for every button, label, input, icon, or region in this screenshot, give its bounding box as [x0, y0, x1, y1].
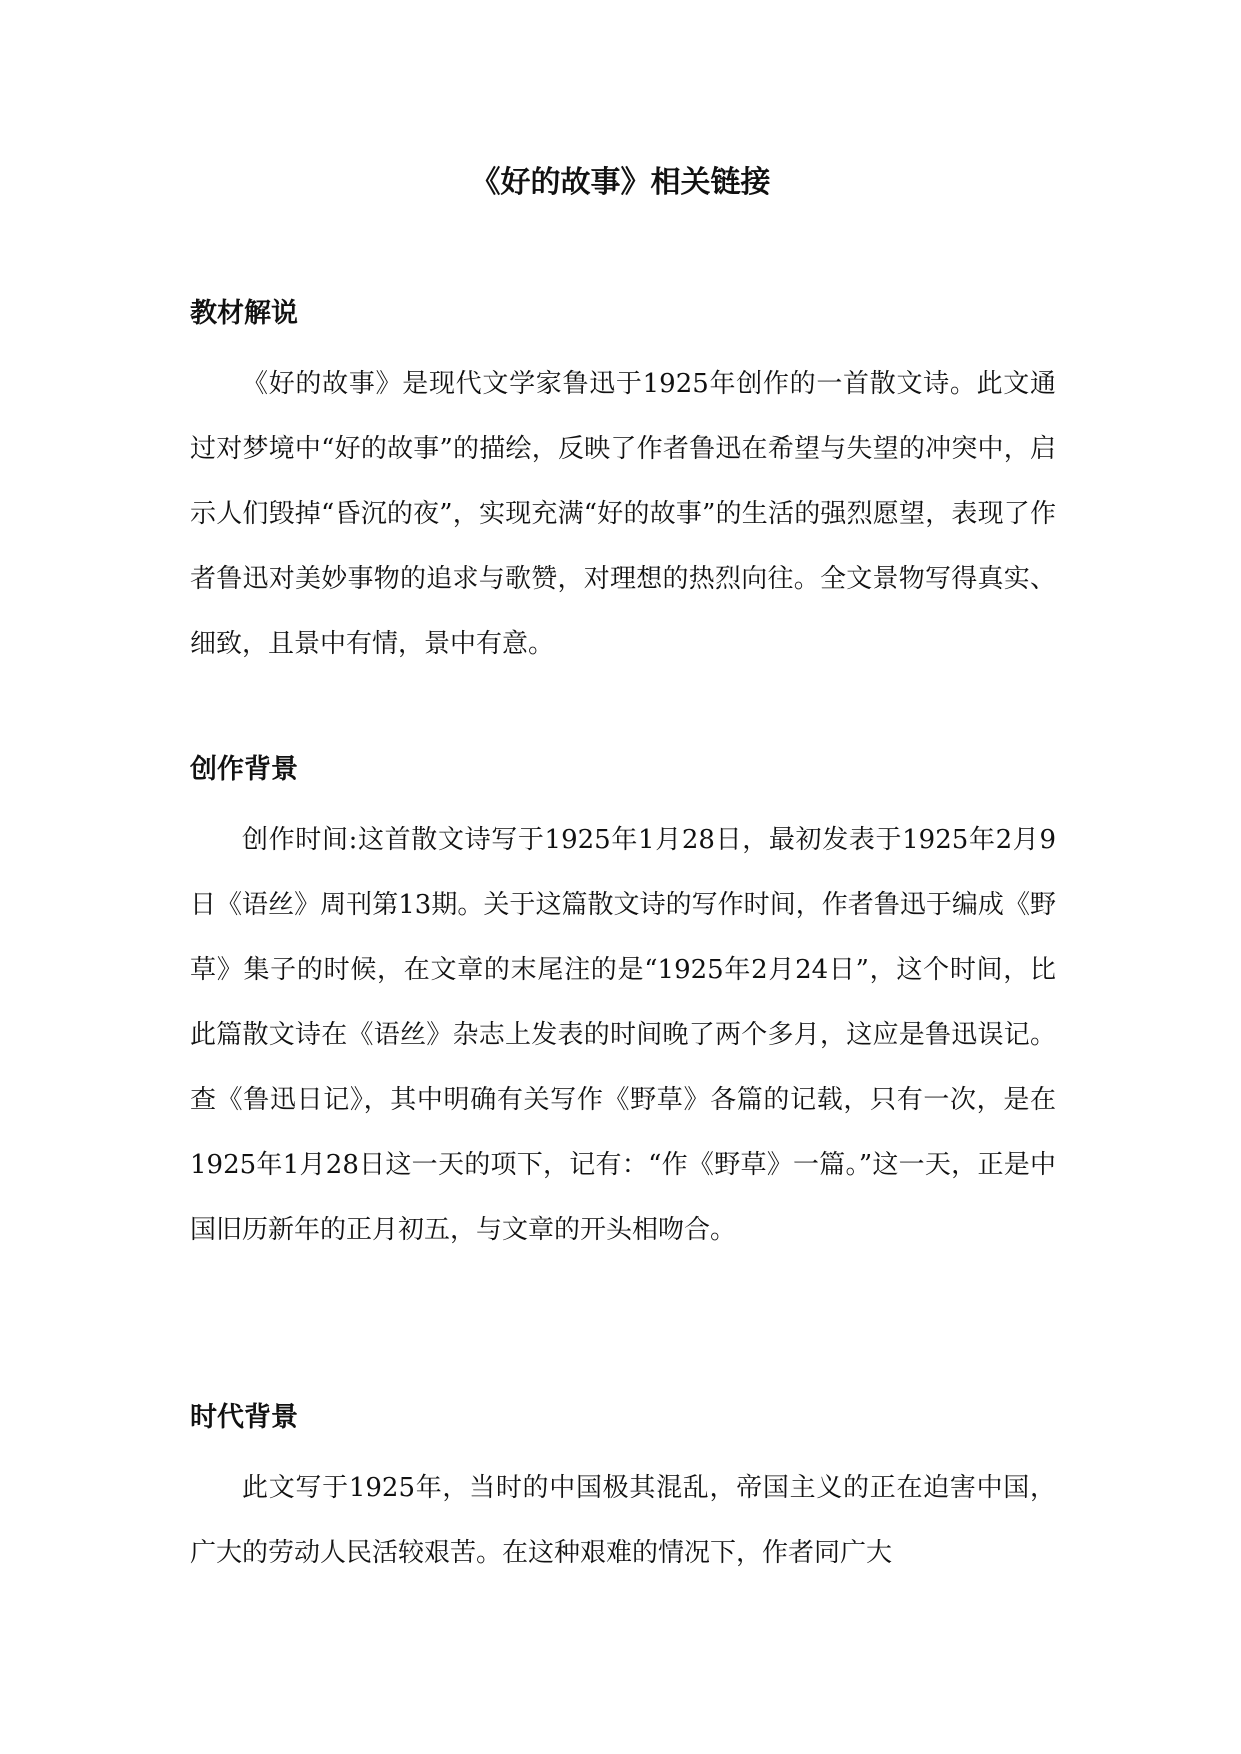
section-heading: 教材解说 [190, 298, 298, 329]
section-creation-background [190, 752, 1056, 1263]
section-heading: 创作背景 [190, 754, 298, 785]
section-heading: 时代背景 [190, 1402, 298, 1433]
section-paragraph: 此文写于1925年，当时的中国极其混乱，帝国主义的正在迫害中国，广大的劳动人民活较艰苦。在这种艰难的情况下，作者同广大 [190, 1473, 1056, 1568]
section-paragraph: 创作时间:这首散文诗写于1925年1月28日，最初发表于1925年2月9日《语丝》周刊第13期。关于这篇散文诗的写作时间，作者鲁迅于编成《野草》集子的时候，在文章的末尾注的是“1925年2月24日”，这个时间，比此篇散文诗在《语丝》杂志上发表的时间晚了两个多月，这应是鲁迅误记。查《鲁迅日记》，其中明确有关写作《野草》各篇的记载，只有一次，是在1925年1月28日这一天的项下，记有：“作《野草》一篇。”这一天，正是中国旧历新年的正月初五，与文章的开头相吻合。 [190, 825, 1056, 1245]
section-era-background [190, 1400, 1056, 1586]
section-textbook-explanation [190, 296, 1056, 677]
page-title: 《好的故事》相关链接 [470, 165, 771, 200]
section-paragraph: 《好的故事》是现代文学家鲁迅于1925年创作的一首散文诗。此文通过对梦境中“好的故事”的描绘，反映了作者鲁迅在希望与失望的冲突中，启示人们毁掉“昏沉的夜”，实现充满“好的故事”的生活的强烈愿望，表现了作者鲁迅对美妙事物的追求与歌赞，对理想的热烈向往。全文景物写得真实、细致，且景中有情，景中有意。 [190, 369, 1056, 659]
